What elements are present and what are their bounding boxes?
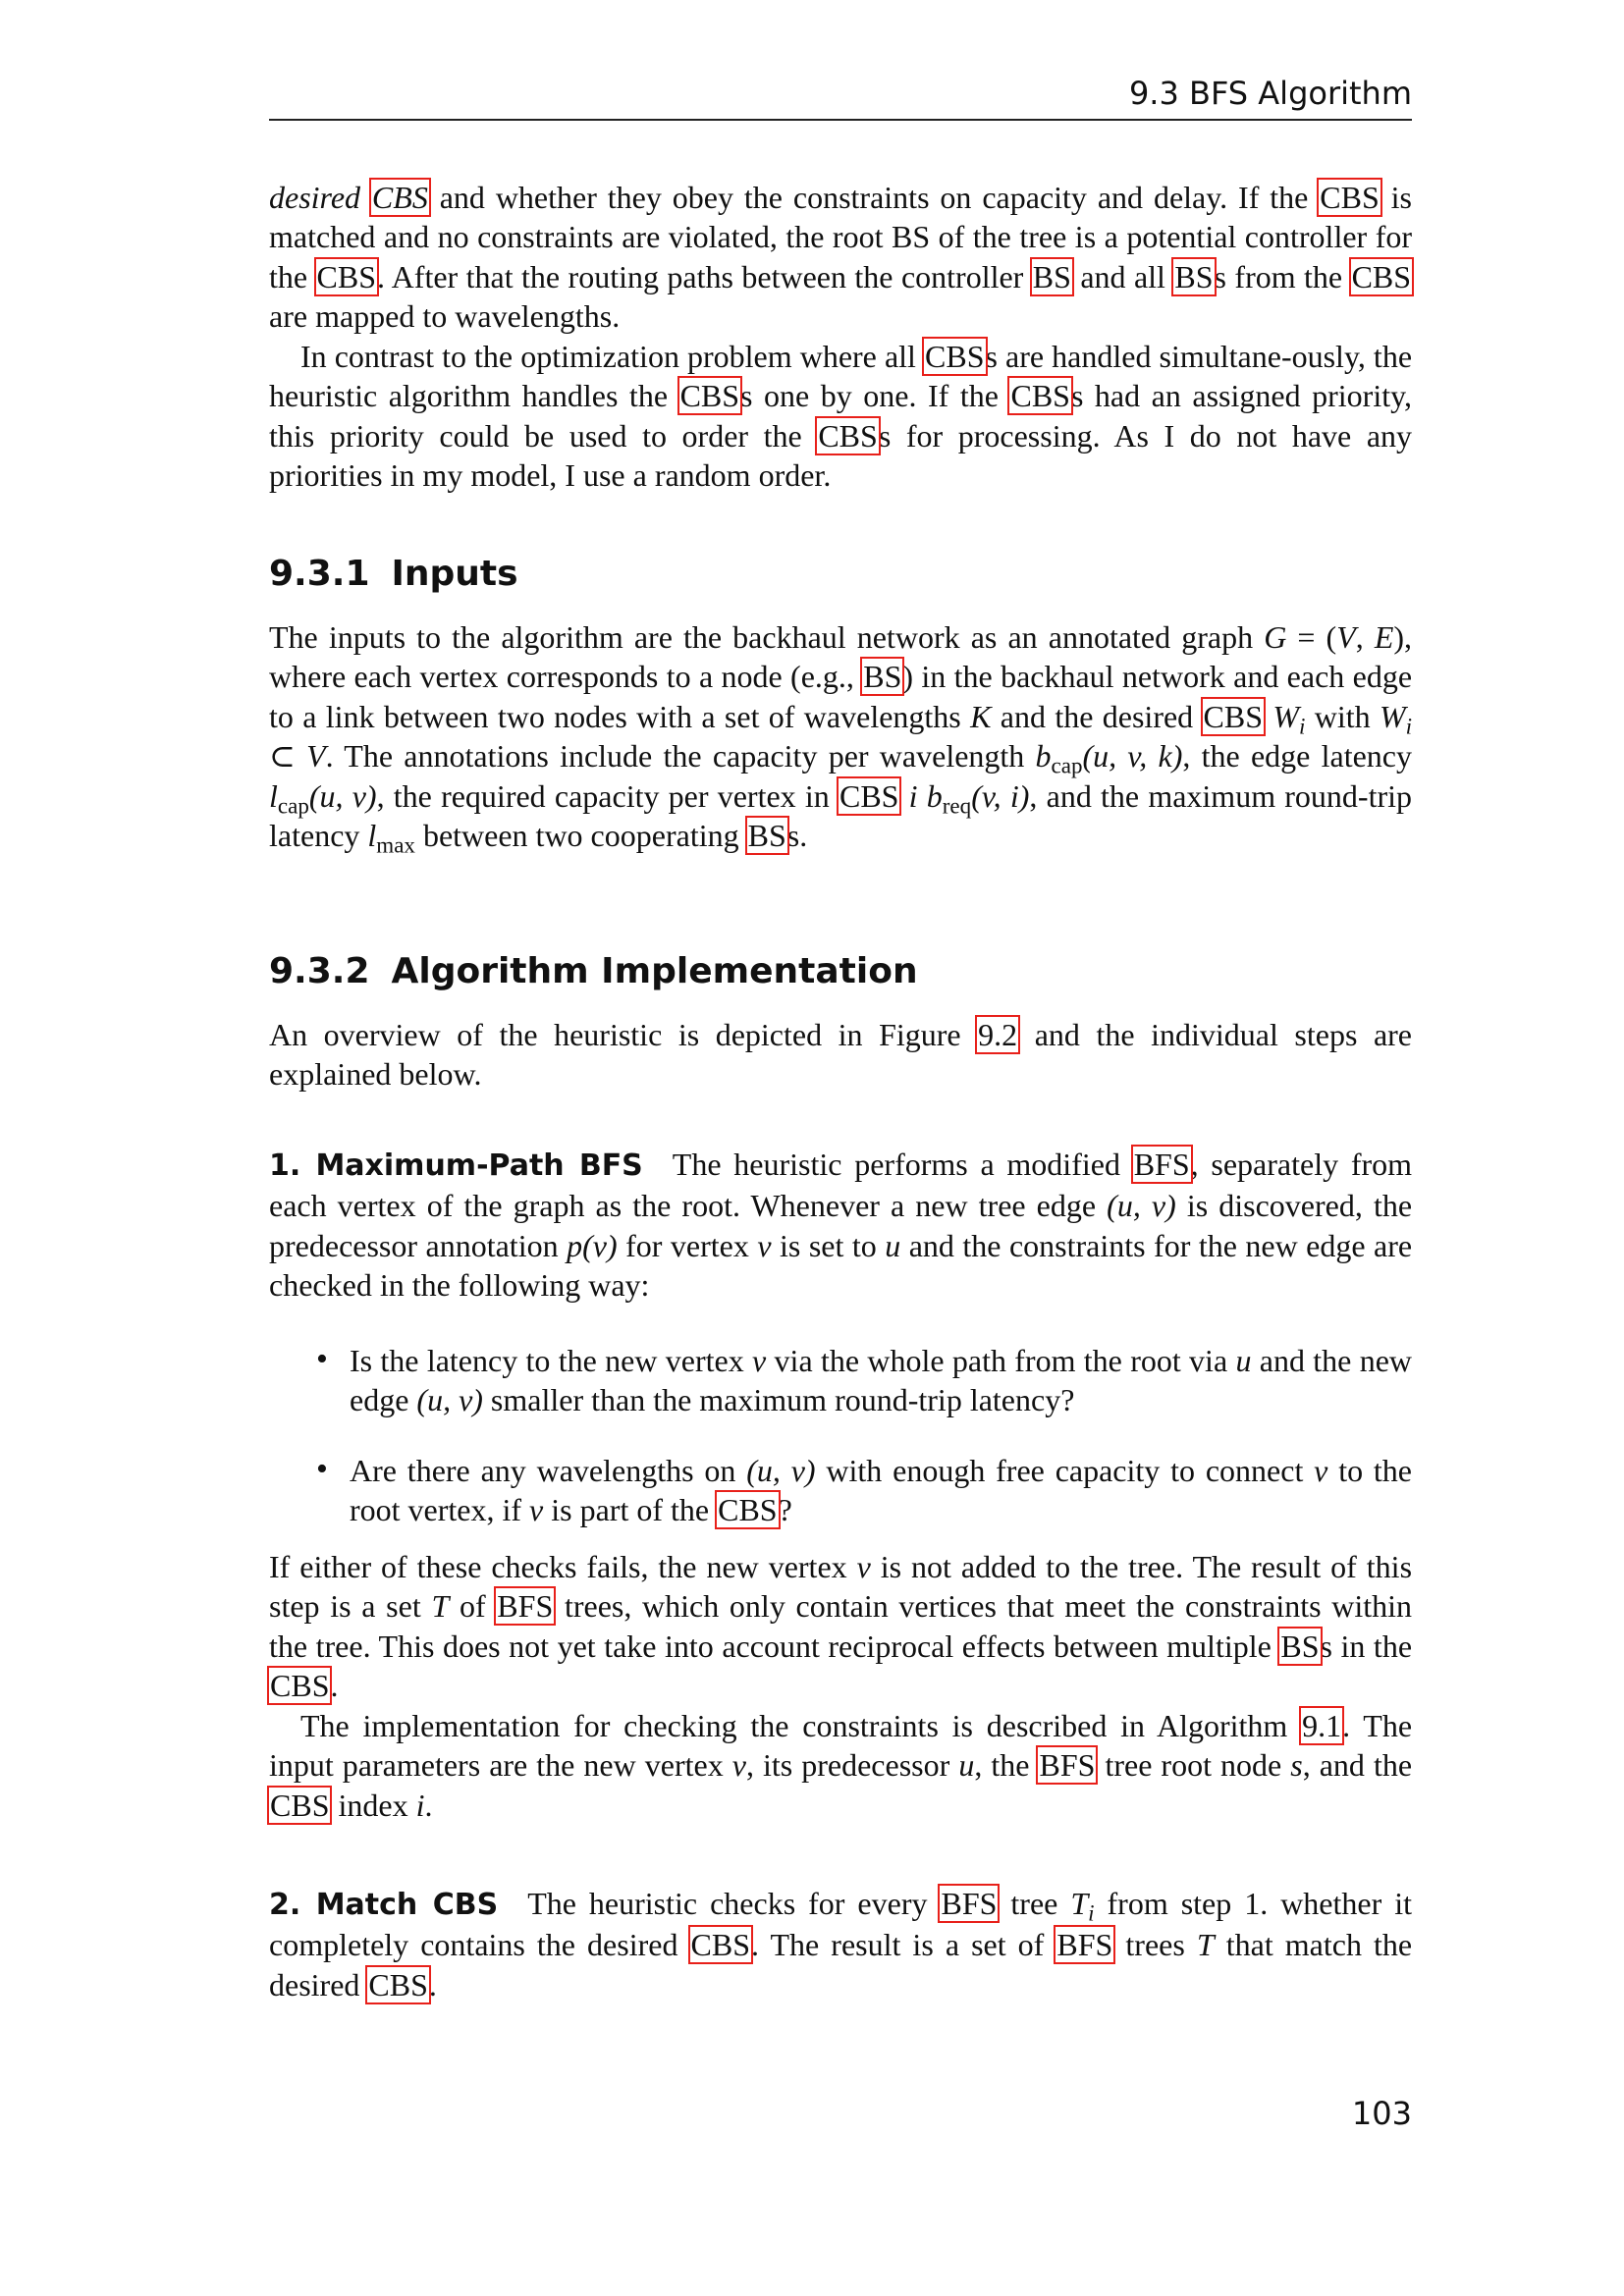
cbs-link[interactable]: CBS <box>270 1787 330 1823</box>
cbs-link[interactable]: CBS <box>371 180 428 215</box>
step-1 <box>269 1145 1412 1306</box>
running-head: 9.3 BFS Algorithm <box>1128 75 1412 112</box>
check-list <box>269 1341 1412 1530</box>
list-item: • Are there any wavelengths on (u, v) with enough free capacity to connect v to the root vertex, if v is part of the CBS? <box>269 1451 1412 1530</box>
list-item: • Is the latency to the new vertex v via the whole path from the root via u and the new edge (u, v) smaller than the maximum round-trip latency? <box>269 1341 1412 1420</box>
bfs-link[interactable]: BFS <box>1133 1147 1190 1182</box>
cbs-link[interactable]: CBS <box>1010 378 1070 414</box>
bs-link[interactable]: BS <box>1032 258 1071 294</box>
bfs-link[interactable]: BFS <box>1056 1927 1113 1963</box>
paragraph-contrast <box>269 337 1412 496</box>
bfs-link[interactable]: BFS <box>941 1886 998 1921</box>
bs-link[interactable]: BS <box>1280 1628 1320 1664</box>
header-rule <box>269 119 1412 121</box>
section-inputs-heading <box>269 553 1412 596</box>
cbs-link[interactable]: CBS <box>1203 698 1264 734</box>
paragraph-overview <box>269 1015 1412 1095</box>
cbs-link[interactable]: CBS <box>316 258 377 294</box>
paragraph-intro-text: desired CBS and whether they obey the constraints on capacity and delay. If the CBS is matched and no constraints are violated, the root BS of the tree is a potential controller for the CBS. After that the routing paths between the controller BS and all BSs from the CBS are mapped to wavelengths. <box>269 180 1413 335</box>
bullet-list <box>269 1341 1412 1530</box>
bs-link[interactable]: BS <box>1174 258 1214 294</box>
paragraph-impl <box>269 1706 1412 1825</box>
section-impl-heading <box>269 950 1412 993</box>
cbs-link[interactable]: CBS <box>925 339 985 374</box>
paragraph-impl-text: The implementation for checking the constraints is described in Algorithm 9.1. The input parameters are the new vertex v, its predecessor u, the BFS tree root node s, and the CBS index i. <box>269 1708 1413 1823</box>
step-2-title: 2. Match CBS <box>269 1888 499 1922</box>
cbs-link[interactable]: CBS <box>1320 180 1380 215</box>
step-1-text: 1. Maximum-Path BFS The heuristic performs a modified BFS, separately from each vertex of the graph as the root. Whenever a new tree edge (u, v) is discovered, the predecessor annotation p(v) for vertex v is set to u and the constraints for the new edge are checked in the following way: <box>269 1147 1413 1304</box>
paragraph-inputs <box>269 617 1413 858</box>
step-2-text: 2. Match CBS The heuristic checks for every BFS tree $T_i$ from step 1. whether it completely contains the desired CBS. The result is a set of BFS trees T that match the desired CBS. <box>269 1886 1413 2002</box>
bfs-link[interactable]: BFS <box>497 1588 554 1625</box>
section-heading: 9.3.1 Inputs <box>269 554 518 594</box>
section-heading: 9.3.2 Algorithm Implementation <box>269 951 918 991</box>
cbs-link[interactable]: CBS <box>270 1668 330 1704</box>
algorithm-link[interactable]: 9.1 <box>1302 1708 1342 1743</box>
cbs-link[interactable]: CBS <box>1351 258 1412 294</box>
bs-link[interactable]: BS <box>747 818 786 854</box>
paragraph-either-text: If either of these checks fails, the new vertex v is not added to the tree. The result of this step is a set T of BFS trees, which only contain vertices that meet the constraints within the tree. This does not yet take into account reciprocal effects between multiple BSs in the CBS. <box>269 1549 1413 1704</box>
bfs-link[interactable]: BFS <box>1039 1747 1096 1784</box>
cbs-link[interactable]: CBS <box>839 777 899 814</box>
paragraph-either <box>269 1547 1412 1706</box>
cbs-link[interactable]: CBS <box>690 1927 751 1963</box>
step-1-title: 1. Maximum-Path BFS <box>269 1148 643 1183</box>
cbs-link[interactable]: CBS <box>368 1966 428 2002</box>
cbs-link[interactable]: CBS <box>718 1492 778 1528</box>
page-number: 103 <box>1351 2095 1412 2132</box>
cbs-link[interactable]: CBS <box>818 417 878 454</box>
cbs-link[interactable]: CBS <box>679 378 740 414</box>
paragraph-overview-text: An overview of the heuristic is depicted in Figure 9.2 and the individual steps are explained below. <box>269 1017 1413 1093</box>
figure-link[interactable]: 9.2 <box>978 1017 1018 1052</box>
paragraph-inputs-text: The inputs to the algorithm are the backhaul network as an annotated graph G = (V, E), where each vertex corresponds to a node (e.g., BS) in the backhaul network and each edge to a link between two nodes with a set of wavelengths K and the desired CBS $W_i$ with $W_i$ ⊂ V. The annotations include the capacity per wavelength $b_{cap}(u$, v, k), the edge latency $l_{cap}(u$, v), the required capacity per vertex in CBS i $b_{req}(v$, i), and the maximum round-trip latency $l_{max}$ between two cooperating BSs. <box>269 619 1413 858</box>
paragraph-intro <box>269 178 1412 337</box>
step-2 <box>269 1884 1412 2004</box>
bs-link[interactable]: BS <box>863 659 902 695</box>
paragraph-contrast-text: In contrast to the optimization problem where all CBSs are handled simultane-ously, the heuristic algorithm handles the CBSs one by one. If the CBSs had an assigned priority, this priority could be used to order the CBSs for processing. As I do not have any priorities in my model, I use a random order. <box>269 339 1413 494</box>
